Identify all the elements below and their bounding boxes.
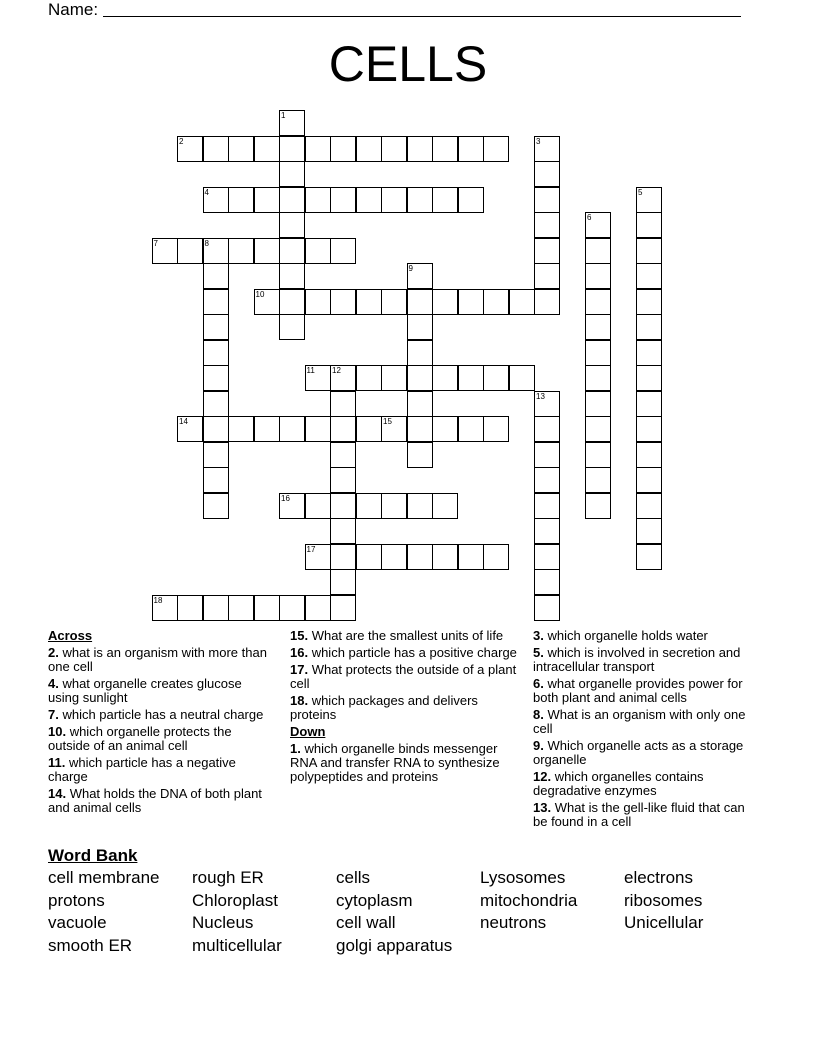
grid-cell[interactable] [432, 365, 458, 391]
grid-cell[interactable] [330, 442, 356, 468]
grid-cell[interactable] [585, 493, 611, 519]
grid-cell[interactable] [330, 416, 356, 442]
grid-cell[interactable] [585, 289, 611, 315]
grid-cell[interactable] [177, 416, 203, 442]
grid-cell[interactable] [254, 416, 280, 442]
grid-cell[interactable] [585, 391, 611, 417]
grid-cell[interactable] [330, 136, 356, 162]
grid-cell[interactable] [381, 493, 407, 519]
grid-cell[interactable] [534, 136, 560, 162]
grid-cell[interactable] [585, 314, 611, 340]
grid-cell[interactable] [407, 263, 433, 289]
clue-number: 18 [153, 595, 163, 605]
grid-cell[interactable] [254, 289, 280, 315]
grid-cell[interactable] [381, 416, 407, 442]
clue-down-6: 6. what organelle provides power for both plant and animal cells [533, 676, 743, 705]
grid-cell[interactable] [432, 289, 458, 315]
clue-column-2 [290, 629, 518, 787]
grid-cell[interactable] [279, 136, 305, 162]
clue-across-18: 18. which packages and delivers proteins [290, 693, 478, 722]
across-heading: Across [48, 628, 93, 643]
word-bank-item: multicellular [192, 935, 282, 955]
grid-cell[interactable] [381, 365, 407, 391]
word-bank-item: Unicellular [624, 913, 704, 932]
clue-column-3 [533, 629, 761, 832]
grid-cell[interactable] [203, 289, 229, 315]
grid-cell[interactable] [407, 187, 433, 213]
word-bank-item: ribosomes [624, 890, 703, 910]
clue-down-12: 12. which organelles contains degradative enzymes [533, 769, 704, 798]
grid-cell[interactable] [483, 136, 509, 162]
grid-cell[interactable] [407, 544, 433, 570]
grid-cell[interactable] [585, 340, 611, 366]
clue-number: 17 [306, 544, 316, 554]
grid-cell[interactable] [432, 416, 458, 442]
clue-across-15: 15. What are the smallest units of life [290, 628, 504, 643]
grid-cell[interactable] [330, 544, 356, 570]
clue-number: 3 [536, 136, 541, 146]
down-heading: Down [290, 724, 326, 739]
grid-cell[interactable] [305, 136, 331, 162]
grid-cell[interactable] [381, 187, 407, 213]
grid-cell[interactable] [356, 289, 382, 315]
grid-cell[interactable] [407, 493, 433, 519]
grid-cell[interactable] [330, 518, 356, 544]
grid-cell[interactable] [305, 187, 331, 213]
clue-across-16: 16. which particle has a positive charge [290, 645, 517, 660]
grid-cell[interactable] [279, 238, 305, 264]
word-bank-item: cell wall [336, 913, 396, 932]
grid-cell[interactable] [203, 340, 229, 366]
grid-cell[interactable] [152, 595, 178, 621]
grid-cell[interactable] [585, 416, 611, 442]
grid-cell[interactable] [279, 110, 305, 136]
grid-cell[interactable] [534, 238, 560, 264]
grid-cell[interactable] [228, 416, 254, 442]
grid-cell[interactable] [636, 391, 662, 417]
grid-cell[interactable] [279, 161, 305, 187]
grid-cell[interactable] [279, 595, 305, 621]
grid-cell[interactable] [330, 365, 356, 391]
grid-cell[interactable] [585, 365, 611, 391]
grid-cell[interactable] [585, 442, 611, 468]
grid-cell[interactable] [636, 518, 662, 544]
clue-number: 11 [306, 366, 315, 375]
grid-cell[interactable] [636, 263, 662, 289]
grid-cell[interactable] [152, 238, 178, 264]
clue-down-5: 5. which is involved in secretion and intracellular transport [533, 645, 741, 674]
grid-cell[interactable] [534, 289, 560, 315]
grid-cell[interactable] [177, 238, 203, 264]
grid-cell[interactable] [203, 365, 229, 391]
grid-cell[interactable] [330, 187, 356, 213]
grid-cell[interactable] [483, 365, 509, 391]
clue-number: 1 [281, 111, 286, 120]
grid-cell[interactable] [203, 136, 229, 162]
grid-cell[interactable] [177, 595, 203, 621]
clue-number: 9 [408, 264, 413, 273]
grid-cell[interactable] [279, 314, 305, 340]
grid-cell[interactable] [534, 212, 560, 238]
grid-cell[interactable] [381, 136, 407, 162]
grid-cell[interactable] [203, 187, 229, 213]
grid-cell[interactable] [407, 416, 433, 442]
grid-cell[interactable] [534, 263, 560, 289]
grid-cell[interactable] [636, 187, 662, 213]
clue-across-10: 10. which organelle protects the outside of an animal cell [48, 724, 232, 753]
grid-cell[interactable] [636, 212, 662, 238]
grid-cell[interactable] [228, 136, 254, 162]
grid-cell[interactable] [203, 314, 229, 340]
grid-cell[interactable] [585, 467, 611, 493]
grid-cell[interactable] [305, 416, 331, 442]
grid-cell[interactable] [636, 238, 662, 264]
word-bank-item: Nucleus [192, 913, 254, 932]
clue-across-11: 11. which particle has a negative charge [48, 755, 236, 784]
grid-cell[interactable] [228, 238, 254, 264]
grid-cell[interactable] [228, 595, 254, 621]
grid-cell[interactable] [356, 365, 382, 391]
grid-cell[interactable] [330, 569, 356, 595]
grid-cell[interactable] [254, 187, 280, 213]
grid-cell[interactable] [534, 595, 560, 621]
grid-cell[interactable] [356, 493, 382, 519]
grid-cell[interactable] [636, 442, 662, 468]
grid-cell[interactable] [203, 263, 229, 289]
grid-cell[interactable] [279, 493, 305, 519]
grid-cell[interactable] [407, 365, 433, 391]
grid-cell[interactable] [330, 289, 356, 315]
grid-cell[interactable] [330, 595, 356, 621]
grid-cell[interactable] [203, 416, 229, 442]
grid-cell[interactable] [279, 416, 305, 442]
clue-column-1 [48, 629, 276, 818]
clue-number: 6 [587, 213, 592, 222]
grid-cell[interactable] [432, 136, 458, 162]
clue-number: 14 [179, 417, 188, 426]
grid-cell[interactable] [356, 544, 382, 570]
grid-cell[interactable] [636, 493, 662, 519]
grid-cell[interactable] [381, 544, 407, 570]
name-label: Name: [48, 0, 99, 19]
grid-cell[interactable] [534, 442, 560, 468]
grid-cell[interactable] [432, 493, 458, 519]
clue-across-2: 2. what is an organism with more than one cell [48, 645, 267, 674]
grid-cell[interactable] [305, 365, 331, 391]
clue-down-9: 9. Which organelle acts as a storage organelle [533, 738, 744, 767]
grid-cell[interactable] [458, 289, 484, 315]
grid-cell[interactable] [330, 391, 356, 417]
grid-cell[interactable] [279, 263, 305, 289]
word-bank-item: cells [336, 868, 371, 887]
grid-cell[interactable] [381, 289, 407, 315]
grid-cell[interactable] [636, 416, 662, 442]
grid-cell[interactable] [636, 365, 662, 391]
word-bank-item: golgi apparatus [336, 935, 453, 955]
grid-cell[interactable] [458, 187, 484, 213]
clue-number: 13 [536, 391, 545, 401]
grid-cell[interactable] [458, 136, 484, 162]
grid-cell[interactable] [585, 238, 611, 264]
grid-cell[interactable] [509, 365, 535, 391]
grid-cell[interactable] [305, 595, 331, 621]
word-bank-item: vacuole [48, 913, 107, 932]
grid-cell[interactable] [636, 314, 662, 340]
grid-cell[interactable] [585, 212, 611, 238]
word-bank-item: cytoplasm [336, 890, 413, 910]
grid-cell[interactable] [305, 238, 331, 264]
grid-cell[interactable] [228, 187, 254, 213]
grid-cell[interactable] [534, 161, 560, 187]
grid-cell[interactable] [534, 187, 560, 213]
grid-cell[interactable] [636, 289, 662, 315]
grid-cell[interactable] [407, 314, 433, 340]
word-bank-item: mitochondria [480, 890, 578, 910]
clue-number: 10 [255, 289, 265, 299]
clue-across-17: 17. What protects the outside of a plant cell [290, 662, 517, 691]
clue-number: 2 [179, 136, 184, 146]
clue-number: 16 [281, 493, 290, 503]
grid-cell[interactable] [483, 544, 509, 570]
grid-cell[interactable] [203, 493, 229, 519]
clue-number: 5 [638, 187, 643, 197]
grid-cell[interactable] [534, 391, 560, 417]
grid-cell[interactable] [203, 391, 229, 417]
grid-cell[interactable] [458, 544, 484, 570]
grid-cell[interactable] [254, 238, 280, 264]
grid-cell[interactable] [203, 467, 229, 493]
grid-cell[interactable] [356, 136, 382, 162]
word-bank-item: rough ER [192, 868, 264, 887]
word-bank [48, 868, 768, 958]
grid-cell[interactable] [534, 493, 560, 519]
grid-cell[interactable] [483, 289, 509, 315]
grid-cell[interactable] [356, 416, 382, 442]
clue-down-1: 1. which organelle binds messenger RNA and transfer RNA to synthesize polypeptides and proteins [290, 741, 500, 784]
grid-cell[interactable] [305, 544, 331, 570]
grid-cell[interactable] [330, 238, 356, 264]
grid-cell[interactable] [407, 136, 433, 162]
word-bank-item: electrons [624, 868, 693, 887]
grid-cell[interactable] [534, 544, 560, 570]
word-bank-title: Word Bank [48, 846, 138, 865]
grid-cell[interactable] [279, 289, 305, 315]
grid-cell[interactable] [305, 289, 331, 315]
grid-cell[interactable] [254, 595, 280, 621]
grid-cell[interactable] [585, 263, 611, 289]
grid-cell[interactable] [407, 442, 433, 468]
clue-across-14: 14. What holds the DNA of both plant and animal cells [48, 786, 262, 815]
clue-number: 7 [153, 238, 158, 248]
grid-cell[interactable] [534, 569, 560, 595]
word-bank-item: Chloroplast [192, 890, 278, 910]
grid-cell[interactable] [483, 416, 509, 442]
grid-cell[interactable] [534, 467, 560, 493]
clue-number: 15 [383, 417, 392, 426]
grid-cell[interactable] [432, 544, 458, 570]
grid-cell[interactable] [509, 289, 535, 315]
clue-across-4: 4. what organelle creates glucose using sunlight [48, 676, 242, 705]
grid-cell[interactable] [407, 391, 433, 417]
grid-cell[interactable] [534, 416, 560, 442]
word-bank-item: protons [48, 890, 105, 910]
grid-cell[interactable] [356, 187, 382, 213]
grid-cell[interactable] [458, 365, 484, 391]
clue-down-8: 8. What is an organism with only one cell [533, 707, 746, 736]
grid-cell[interactable] [636, 544, 662, 570]
grid-cell[interactable] [203, 442, 229, 468]
word-bank-item: cell membrane [48, 868, 160, 887]
grid-cell[interactable] [305, 493, 331, 519]
grid-cell[interactable] [636, 340, 662, 366]
grid-cell[interactable] [279, 187, 305, 213]
grid-cell[interactable] [407, 289, 433, 315]
word-bank-item: Lysosomes [480, 868, 566, 887]
clue-down-3: 3. which organelle holds water [533, 628, 708, 643]
grid-cell[interactable] [407, 340, 433, 366]
clue-number: 12 [332, 366, 341, 375]
grid-cell[interactable] [636, 467, 662, 493]
clue-across-7: 7. which particle has a neutral charge [48, 707, 264, 722]
grid-cell[interactable] [254, 136, 280, 162]
grid-cell[interactable] [330, 493, 356, 519]
grid-cell[interactable] [279, 212, 305, 238]
grid-cell[interactable] [330, 467, 356, 493]
grid-cell[interactable] [458, 416, 484, 442]
grid-cell[interactable] [177, 136, 203, 162]
grid-cell[interactable] [203, 595, 229, 621]
page-title: CELLS [328, 36, 488, 92]
grid-cell[interactable] [534, 518, 560, 544]
grid-cell[interactable] [432, 187, 458, 213]
grid-cell[interactable] [203, 238, 229, 264]
word-bank-item: smooth ER [48, 935, 133, 955]
clue-down-13: 13. What is the gell-like fluid that can be found in a cell [533, 800, 745, 829]
clue-number: 8 [204, 238, 209, 248]
clue-number: 4 [204, 187, 209, 197]
word-bank-item: neutrons [480, 913, 547, 932]
